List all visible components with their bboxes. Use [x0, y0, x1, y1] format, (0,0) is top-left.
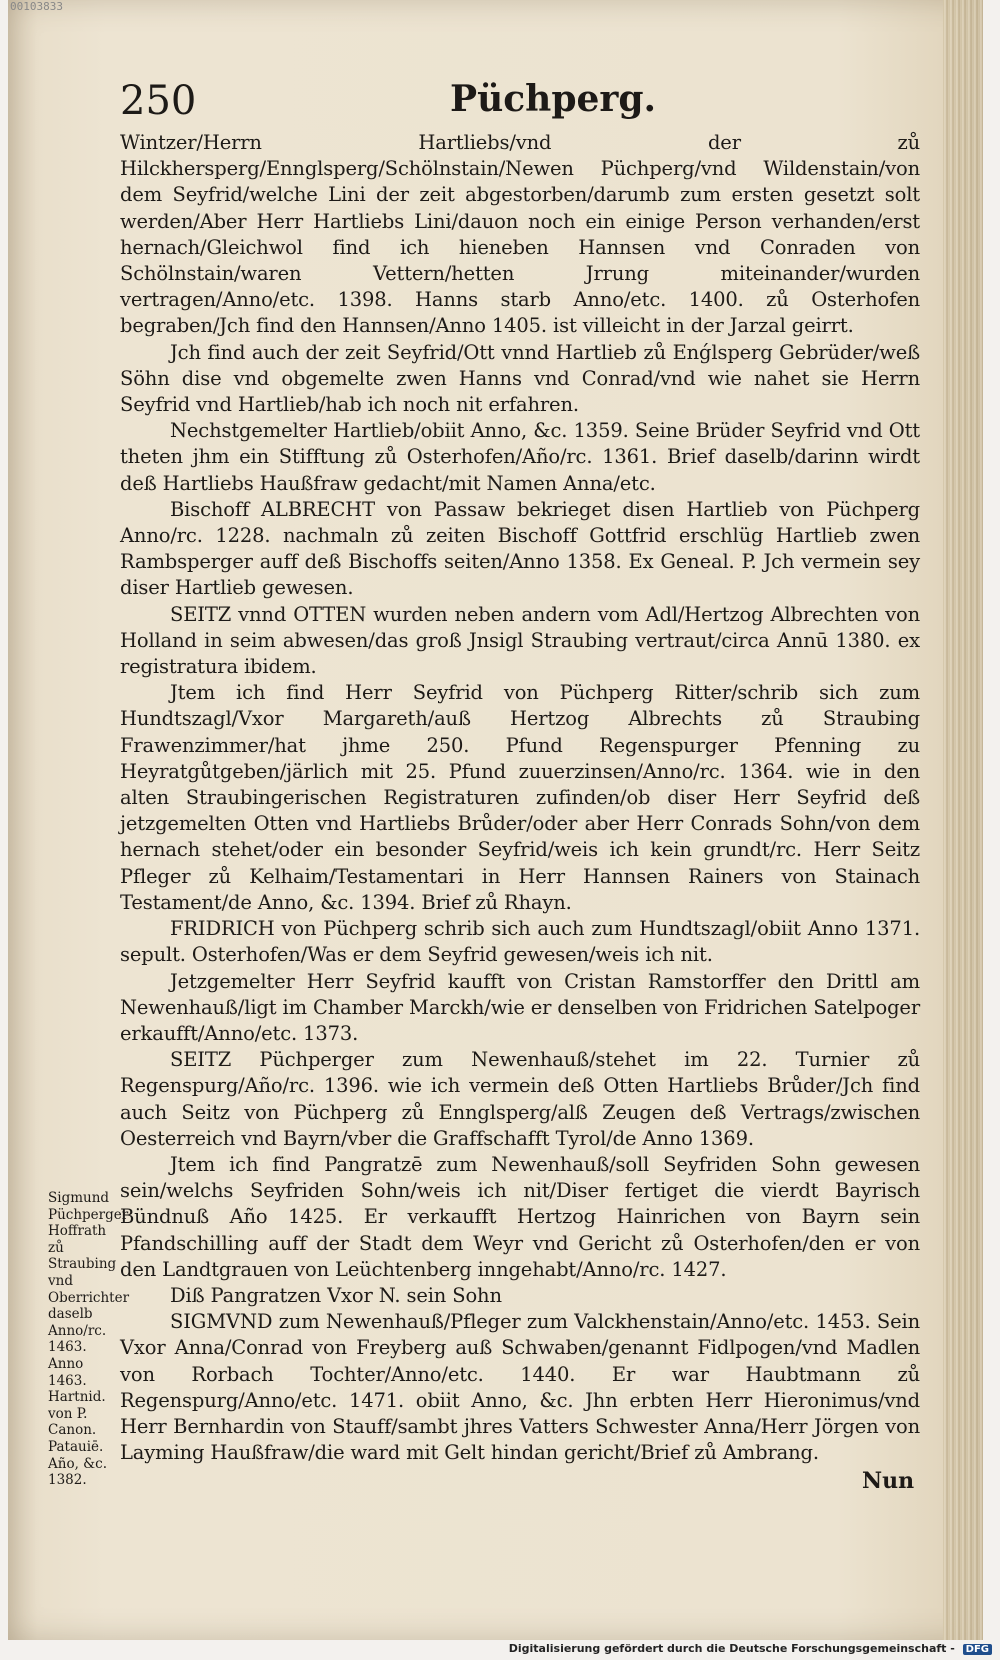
dfg-logo-icon: DFG: [963, 1644, 992, 1655]
paragraph-11: Diß Pangratzen Vxor N. sein Sohn: [170, 1283, 502, 1307]
dfg-credit: [509, 1642, 992, 1655]
scan-reference-code: 00103833: [10, 0, 63, 13]
paragraph-9: SEITZ Püchperger zum Newenhauß/stehet im 22. Turnier zů Regenspurg/Año/rc. 1396. wie ich vermein deß Otten Hartliebs Brůder/Jch find auch Seitz von Püchperg zů Ennglsperg/alß Zeugen deß Vertrags/zwischen Oesterreich vnd Bayrn/vber die Graffschafft Tyrol/de Anno 1369.: [120, 1048, 920, 1150]
running-title: Püchperg.: [450, 78, 657, 120]
paragraph-3: Nechstgemelter Hartlieb/obiit Anno, &c. 1359. Seine Brüder Seyfrid vnd Ott theten jhm ein Stifftung zů Osterhofen/Año/rc. 1361. Brief daselb/darinn wirdt deß Hartliebs Haußfraw gedacht/mit Namen Anna/etc.: [120, 419, 920, 495]
paragraph-4: Bischoff ALBRECHT von Passaw bekrieget disen Hartlieb von Püchperg Anno/rc. 1228. nachmaln zů zeiten Bischoff Gottfrid erschlüg Hartlieb zwen Rambsperger auff deß Bischoffs seiten/Anno 1358. Ex Geneal. P. Jch vermein sey diser Hartlieb gewesen.: [120, 497, 920, 600]
paragraph-5: SEITZ vnnd OTTEN wurden neben andern vom Adl/Hertzog Albrechten von Holland in seim abwesen/das groß Jnsigl Straubing vertraut/circa Annū 1380. ex registratura ibidem.: [120, 602, 920, 679]
marginal-note: Sigmund Püchperger Hoffrath zů Straubing vnd Oberrichter daselb Anno/rc. 1463. Anno 1463. Hartnid. von P. Canon. Patauiē. Año, &c. 1382.: [48, 1190, 130, 1489]
paragraph-8: Jetzgemelter Herr Seyfrid kaufft von Cristan Ramstorffer den Drittl am Newenhauß/ligt im Chamber Marckh/wie er denselben von Fridrichen Satelpoger erkaufft/Anno/etc. 1373.: [120, 969, 920, 1045]
footer-bar: [0, 1640, 1000, 1660]
page-edge: [943, 0, 983, 1640]
paragraph-10: Jtem ich find Pangratzē zum Newenhauß/soll Seyfriden Sohn gewesen sein/welchs Seyfriden Sohn/weis ich nit/Diser fertiget die vierdt Bayrisch Bündnuß Año 1425. Er verkaufft Hertzog Hainrichen von Bayrn sein Pfandschilling auff der Stadt dem Weyr vnd Gericht zů Osterhofen/den er von den Landtgrauen von Leüchtenberg inngehabt/Anno/rc. 1427.: [120, 1152, 920, 1281]
paragraph-12: SIGMVND zum Newenhauß/Pfleger zum Valckhenstain/Anno/etc. 1453. Sein Vxor Anna/Conrad von Freyberg auß Schwaben/genannt Fidlpogen/vnd Madlen von Rorbach Tochter/Anno/etc. 1440. Er war Haubtmann zů Regenspurg/Anno/etc. 1471. obiit Anno, &c. Jhn erbten Herr Hieronimus/vnd Herr Bernhardin von Stauff/sambt jhres Vatters Schwester Anna/Herr Jörgen von Layming Haußfraw/die ward mit Gelt hindan gericht/Brief zů Ambrang.: [120, 1310, 920, 1465]
paragraph-2: Jch find auch der zeit Seyfrid/Ott vnnd Hartlieb zů Enǵlsperg Gebrüder/weß Söhn dise vnd obgemelte zwen Hanns vnd Conrad/vnd wie nahet sie Herrn Seyfrid vnd Hartlieb/hab ich noch nit erfahren.: [120, 340, 920, 417]
paragraph-6: Jtem ich find Herr Seyfrid von Püchperg Ritter/schrib sich zum Hundtszagl/Vxor Margareth/auß Hertzog Albrechts zů Straubing Frawenzimmer/hat jhme 250. Pfund Regenspurger Pfenning zu Heyratgůtgeben/järlich mit 25. Pfund zuuerzinsen/Anno/rc. 1364. wie in den alten Straubingerischen Registraturen zufinden/ob diser Herr Seyfrid deß jetzgemelten Otten vnd Hartliebs Brůder/oder aber Herr Conrads Sohn/von dem hernach stehet/oder ein besonder Seyfrid/weis ich kein grundt/rc. Herr Seitz Pfleger zů Kelhaim/Testamentari in Herr Hannsen Rainers von Stainach Testament/de Anno, &c. 1394. Brief zů Rhayn.: [120, 681, 920, 914]
main-text-column: [120, 130, 920, 1466]
paragraph-1: Wintzer/Herrn Hartliebs/vnd der zů Hilckhersperg/Ennglsperg/Schölnstain/Newen Püchperg/vnd Wildenstain/von dem Seyfrid/welche Lini der zeit abgestorben/darumb zum ersten gesetzt solt werden/Aber Herr Hartliebs Lini/dauon noch ein einige Person verhanden/erst hernach/Gleichwol find ich hieneben Hannsen vnd Conraden von Schölnstain/waren Vettern/hetten Jrrung miteinander/wurden vertragen/Anno/etc. 1398. Hanns starb Anno/etc. 1400. zů Osterhofen begraben/Jch find den Hannsen/Anno 1405. ist villeicht in der Jarzal geirrt.: [120, 131, 920, 338]
dfg-credit-text: Digitalisierung gefördert durch die Deutsche Forschungsgemeinschaft -: [508, 1642, 955, 1655]
catchword: Nun: [862, 1468, 915, 1494]
page-number: 250: [120, 78, 197, 124]
paragraph-7: FRIDRICH von Püchperg schrib sich auch zum Hundtszagl/obiit Anno 1371. sepult. Osterhofen/Was er dem Seyfrid gewesen/weis ich nit.: [120, 917, 920, 967]
page-header: [120, 70, 920, 130]
